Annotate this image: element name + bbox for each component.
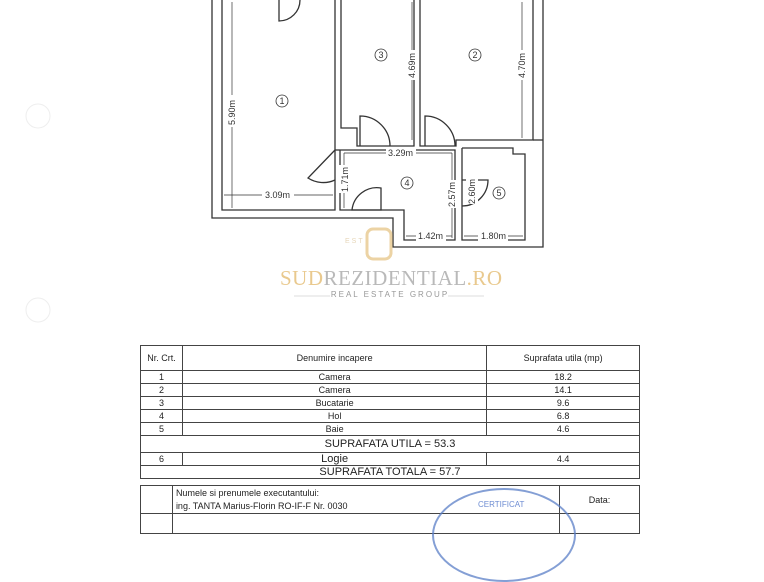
- area-table: [140, 345, 640, 479]
- logo-name-sud: SUD: [280, 266, 324, 290]
- row-nr: 6: [141, 453, 183, 466]
- dim-hall-width: 3.29m: [388, 148, 414, 158]
- door: [352, 188, 381, 210]
- row-name: Hol: [182, 410, 486, 423]
- punch-hole: [26, 298, 50, 322]
- table-row: [141, 384, 640, 397]
- row-name: Camera: [182, 371, 486, 384]
- row-area: 4.4: [487, 453, 640, 466]
- room-number-1: 1: [279, 96, 285, 106]
- table-row: [141, 410, 640, 423]
- executant-label: Numele si prenumele executantului:: [175, 487, 320, 498]
- logo-mark-icon: [367, 229, 391, 259]
- row-area: 6.8: [487, 410, 640, 423]
- door: [279, 0, 300, 21]
- certificate-stamp: [432, 488, 576, 582]
- useful-total: SUPRAFATA UTILA = 53.3: [141, 436, 640, 453]
- hall-wall: [340, 150, 455, 240]
- table-row: [141, 423, 640, 436]
- row-nr: 4: [141, 410, 183, 423]
- row-nr: 3: [141, 397, 183, 410]
- row-name: Logie: [182, 453, 486, 466]
- room-number-2: 2: [472, 50, 478, 60]
- row-name: Baie: [182, 423, 486, 436]
- dim-hall-height: 1.71m: [340, 166, 350, 192]
- logo-name: [280, 266, 503, 291]
- room3-wall: [341, 0, 414, 146]
- dim-room1-width: 3.09m: [265, 190, 291, 200]
- logo-name-ro: .RO: [466, 266, 503, 290]
- useful-total-row: [141, 436, 640, 453]
- grand-total-row: [141, 466, 640, 479]
- header-nr: Nr. Crt.: [141, 346, 183, 371]
- table-row: [141, 371, 640, 384]
- logo-est: EST: [345, 238, 365, 245]
- row-area: 9.6: [487, 397, 640, 410]
- door: [308, 150, 335, 183]
- row-name: Bucatarie: [182, 397, 486, 410]
- room-number-3: 3: [378, 50, 384, 60]
- table-row: [141, 453, 640, 466]
- date-label: Data:: [560, 486, 640, 514]
- grand-total: SUPRAFATA TOTALA = 57.7: [141, 466, 640, 479]
- stamp-text: CERTIFICAT: [478, 500, 525, 509]
- table-header: [141, 346, 640, 371]
- dim-hall-bottom: 1.42m: [418, 231, 444, 241]
- row-name: Camera: [182, 384, 486, 397]
- blank-cell: [141, 486, 173, 514]
- dim-bath-height: 2.60m: [467, 178, 477, 204]
- row-nr: 5: [141, 423, 183, 436]
- punch-hole: [26, 104, 50, 128]
- header-name: Denumire incapere: [182, 346, 486, 371]
- logo-name-rezidential: REZIDENTIAL: [323, 266, 467, 290]
- door: [425, 116, 455, 146]
- header-area: Suprafata utila (mp): [487, 346, 640, 371]
- logo-tagline: REAL ESTATE GROUP: [330, 290, 450, 299]
- dim-room3-height: 4.69m: [407, 52, 417, 78]
- table-row: [141, 397, 640, 410]
- room-number-5: 5: [496, 188, 502, 198]
- row-nr: 2: [141, 384, 183, 397]
- row-area: 14.1: [487, 384, 640, 397]
- door: [360, 116, 390, 146]
- dim-room2-height: 4.70m: [517, 52, 527, 78]
- row-nr: 1: [141, 371, 183, 384]
- executant-name: ing. TANTA Marius-Florin RO-IF-F Nr. 0030: [175, 500, 348, 511]
- room-number-4: 4: [404, 178, 410, 188]
- row-area: 18.2: [487, 371, 640, 384]
- blank-cell: [141, 514, 173, 534]
- dim-hall-right: 2.57m: [447, 181, 457, 207]
- dim-room1-height: 5.90m: [227, 99, 237, 125]
- dim-bath-width: 1.80m: [481, 231, 507, 241]
- row-area: 4.6: [487, 423, 640, 436]
